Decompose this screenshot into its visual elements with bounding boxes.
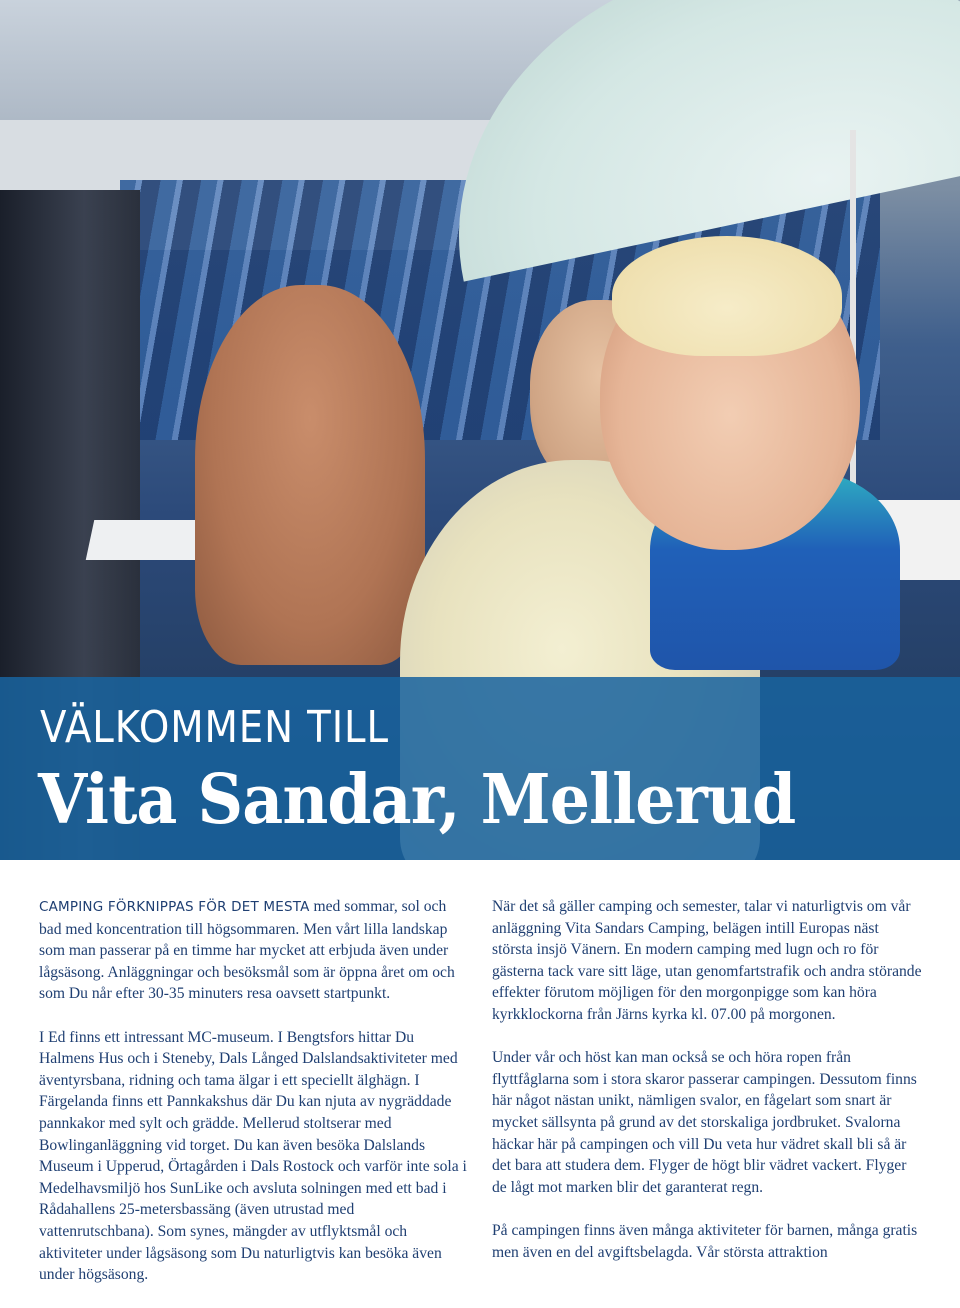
baby-hair bbox=[612, 236, 842, 356]
page-title: Vita Sandar, Mellerud bbox=[38, 760, 796, 840]
article-column-right bbox=[492, 896, 922, 1285]
paragraph: Under vår och höst kan man också se och höra ropen från flyttfåglarna som i stora skaror passerar campingen. Dessutom finns här något nästan unikt, nämligen svalor, en fågelart som snart är mycket sällsynta på grund av det storskaliga jordbruket. Svalorna häckar här på campingen och vill Du veta hur vädret skall bli så är det bara att studera dem. Flyger de högt blir vädret vackert. Flyger de lågt mot marken blir det garanterat regn. bbox=[492, 1049, 917, 1196]
article-column-left bbox=[39, 896, 469, 1307]
paragraph: I Ed finns ett intressant MC-museum. I Bengtsfors hittar Du Halmens Hus och i Steneby, Dals Långed Dalslandsaktiviteter med äventyrsbana, ridning och tama älgar i ett speciellt älghägn. I Färgelanda finns ett Pannkakshus där Du kan njuta av nygräddade pannkakor med sylt och grädde. Mellerud stoltserar med Bowlinganläggning vid torget. Du kan även besöka Dalslands Museum i Upperud, Örtagården i Dals Rostock och varför inte sola i Medelhavsmiljö hos SunLike och avsluta solningen med ett bad i Rådahallens 25-metersbassäng (även utrustad med vattenrutschbana). Som synes, mängder av utflyktsmål och aktiviteter under lågsäsong som Du naturligtvis kan besöka även under högsäsong. bbox=[39, 1028, 467, 1284]
lead-in: CAMPING FÖRKNIPPAS FÖR DET MESTA bbox=[39, 899, 310, 915]
paragraph: På campingen finns även många aktiviteter för barnen, många gratis men även en del avgiftsbelagda. Vår största attraktion bbox=[492, 1221, 918, 1261]
title-kicker: VÄLKOMMEN TILL bbox=[40, 702, 389, 753]
paragraph: När det så gäller camping och semester, talar vi naturligtvis om vår anläggning Vita Sandars Camping, belägen intill Europas näst största insjö Vänern. En modern camping med lugn och ro för gästerna tack vare sitt läge, utan genomfartstrafik och andra störande effekter förutom möjligen för den morgonpigge som kan höra kyrkklockorna från Järns kyrka kl. 07.00 på morgonen. bbox=[492, 898, 922, 1023]
paragraph bbox=[39, 896, 469, 1005]
paragraph-text: med sommar, sol och bad med koncentration till högsommaren. Men vårt lilla landskap som man passerar på en timme har mycket att erbjuda även under lågsäsong. Anläggningar och besöksmål som är öppna året om och som Du når efter 30-35 minuters resa oavsett startpunkt. bbox=[39, 898, 455, 1003]
man-drinking bbox=[195, 285, 425, 665]
